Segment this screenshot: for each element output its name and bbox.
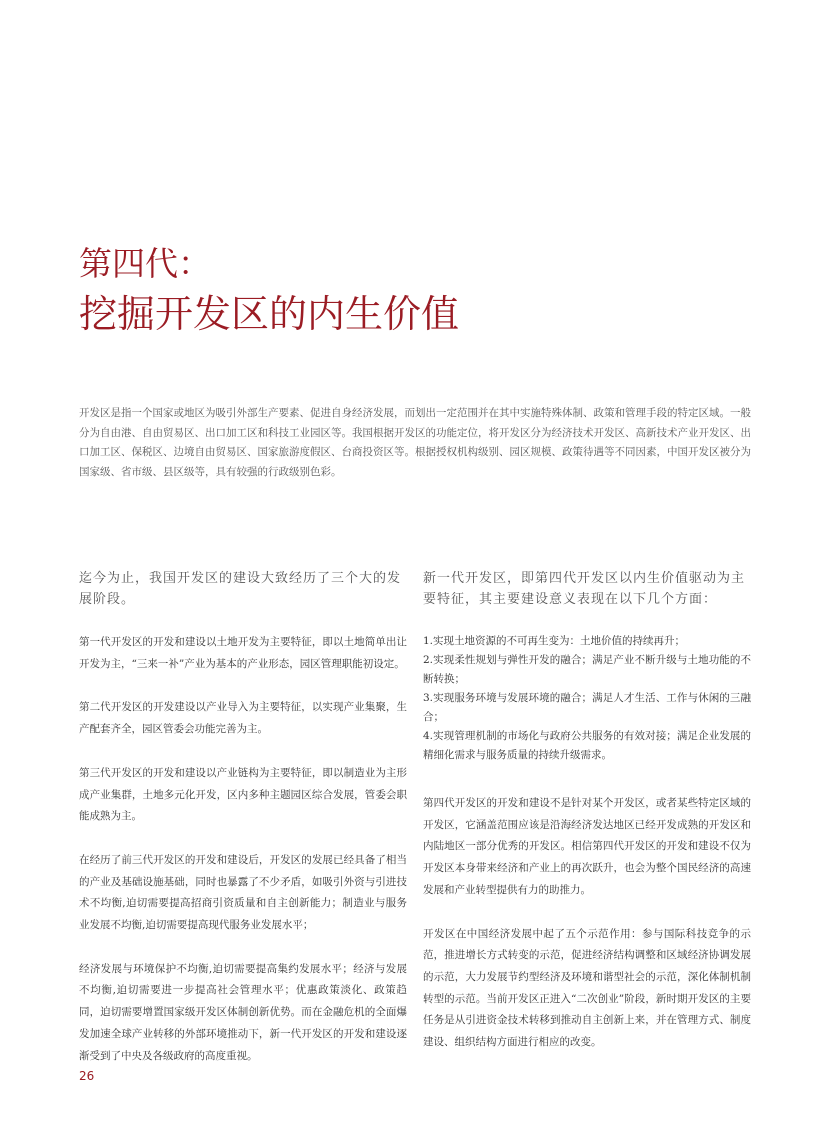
list-item: 4.实现管理机制的市场化与政府公共服务的有效对接；满足企业发展的精细化需求与服务质量的持续升级需求。 [423,730,751,761]
list-item: 2.实现柔性规划与弹性开发的融合；满足产业不断升级与土地功能的不断转换； [423,654,751,685]
significance-list [423,632,751,765]
right-paragraph: 开发区在中国经济发展中起了五个示范作用：参与国际科技竞争的示范，推进增长方式转变的示范，促进经济结构调整和区域经济协调发展的示范，大力发展节约型经济及环境和谐型社会的示范，深化体制机制转型的示范。当前开发区正进入“二次创业”阶段，新时期开发区的主要任务是从引进资金技术转移到推动自主创新上来，并在管理方式、制度建设、组织结构方面进行相应的改变。 [423,927,751,1049]
right-paragraph: 第四代开发区的开发和建设不是针对某个开发区，或者某些特定区域的开发区，它涵盖范围应该是沿海经济发达地区已经开发成熟的开发区和内陆地区一部分优秀的开发区。相信第四代开发区的开发和建设不仅为开发区本身带来经济和产业上的再次跃升，也会为整个国民经济的高速发展和产业转型提供有力的助推力。 [423,797,751,896]
chapter-title-line2: 挖掘开发区的内生价值 [79,292,460,336]
left-paragraph: 在经历了前三代开发区的开发和建设后，开发区的发展已经具备了相当的产业及基础设施基础，同时也暴露了不少矛盾，如吸引外资与引进技术不均衡,迫切需要提高招商引资质量和自主创新能力；制造业与服务业发展不均衡,迫切需要提高现代服务业发展水平； [79,853,407,932]
left-paragraph: 经济发展与环境保护不均衡,迫切需要提高集约发展水平；经济与发展不均衡,迫切需要进一步提高社会管理水平；优惠政策淡化、政策趋同，迫切需要增置国家级开发区体制创新优势。而在金融危机的全面爆发加速全球产业转移的外部环境推动下，新一代开发区的开发和建设逐渐受到了中央及各级政府的高度重视。 [79,962,407,1062]
intro-paragraph: 开发区是指一个国家或地区为吸引外部生产要素、促进自身经济发展，而划出一定范围并在其中实施特殊体制、政策和管理手段的特定区域。一般分为自由港、自由贸易区、出口加工区和科技工业园区等。我国根据开发区的功能定位，将开发区分为经济技术开发区、高新技术产业开发区、出口加工区、保税区、边境自由贸易区、国家旅游度假区、台商投资区等。根据授权机构级别、园区规模、政策待遇等不同因素，中国开发区被分为国家级、省市级、县区级等，具有较强的行政级别色彩。 [79,407,751,478]
right-column [423,568,751,1076]
title-block [79,242,759,338]
list-item: 1.实现土地资源的不可再生变为：土地价值的持续再升； [423,635,686,647]
list-item: 3.实现服务环境与发展环境的融合；满足人才生活、工作与休闲的三融合； [423,692,751,723]
left-lead: 迄今为止，我国开发区的建设大致经历了三个大的发展阶段。 [79,571,402,607]
page-number: 26 [79,1069,95,1083]
left-column [79,568,407,1089]
left-paragraph: 第三代开发区的开发和建设以产业链构为主要特征，即以制造业为主形成产业集群，土地多元化开发，区内多种主题园区综合发展，管委会职能成熟为主。 [79,766,407,823]
left-paragraph: 第一代开发区的开发和建设以土地开发为主要特征，即以土地简单出让开发为主，“三来一补”产业为基本的产业形态，园区管理职能初设定。 [79,636,407,670]
chapter-title-line1: 第四代： [79,244,211,283]
left-paragraph: 第二代开发区的开发建设以产业导入为主要特征，以实现产业集聚，生产配套齐全，园区管委会功能完善为主。 [79,701,407,736]
right-lead: 新一代开发区，即第四代开发区以内生价值驱动为主要特征，其主要建设意义表现在以下几个方面： [423,571,746,607]
